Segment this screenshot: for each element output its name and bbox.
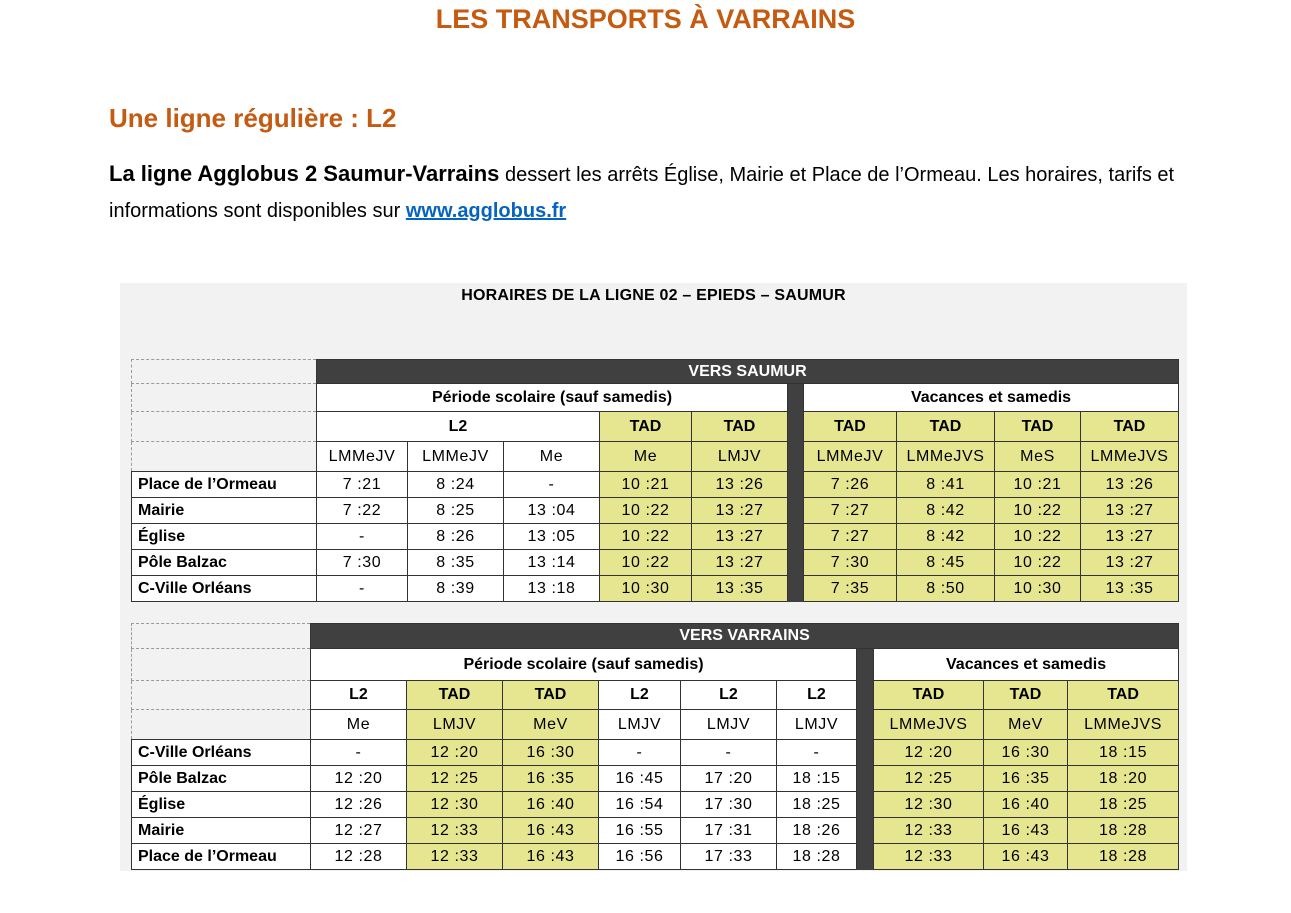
departure-time: 13 :27 xyxy=(692,498,788,524)
corner-cell xyxy=(132,710,311,740)
days-header: LMMeJVS xyxy=(874,710,984,740)
departure-time: 10 :30 xyxy=(995,576,1081,602)
departure-time: 10 :22 xyxy=(995,524,1081,550)
departure-time: 17 :30 xyxy=(681,792,777,818)
service-header: TAD xyxy=(995,412,1081,442)
departure-time: 8 :24 xyxy=(408,472,504,498)
service-header: L2 xyxy=(317,412,600,442)
departure-time: 7 :30 xyxy=(317,550,408,576)
departure-time: 8 :41 xyxy=(897,472,995,498)
departure-time: 12 :20 xyxy=(874,740,984,766)
departure-time: 10 :22 xyxy=(600,524,692,550)
departure-time: 16 :43 xyxy=(503,844,599,870)
departure-time: 13 :27 xyxy=(692,550,788,576)
departure-time: 13 :27 xyxy=(1081,550,1179,576)
corner-cell xyxy=(132,442,317,472)
departure-time: 8 :26 xyxy=(408,524,504,550)
departure-time: 7 :30 xyxy=(804,550,897,576)
departure-time: 18 :15 xyxy=(777,766,857,792)
agglobus-link[interactable]: www.agglobus.fr xyxy=(405,200,567,222)
intro-paragraph xyxy=(109,156,1179,229)
departure-time: 13 :27 xyxy=(692,524,788,550)
departure-time: 16 :30 xyxy=(984,740,1068,766)
departure-time: 8 :25 xyxy=(408,498,504,524)
days-header: LMJV xyxy=(777,710,857,740)
departure-time: 16 :43 xyxy=(503,818,599,844)
departure-time: 16 :40 xyxy=(503,792,599,818)
days-header: MeV xyxy=(984,710,1068,740)
departure-time: 16 :40 xyxy=(984,792,1068,818)
service-header: TAD xyxy=(804,412,897,442)
service-header: TAD xyxy=(692,412,788,442)
days-header: LMMeJVS xyxy=(897,442,995,472)
departure-time: 18 :20 xyxy=(1068,766,1179,792)
departure-time: - xyxy=(599,740,681,766)
departure-time: 13 :04 xyxy=(504,498,600,524)
departure-time: 12 :30 xyxy=(407,792,503,818)
departure-time: 8 :39 xyxy=(408,576,504,602)
days-header: LMJV xyxy=(681,710,777,740)
period-school-header: Période scolaire (sauf samedis) xyxy=(311,649,857,681)
departure-time: 12 :20 xyxy=(311,766,407,792)
departure-time: 16 :56 xyxy=(599,844,681,870)
departure-time: 10 :22 xyxy=(600,498,692,524)
departure-time: 12 :30 xyxy=(874,792,984,818)
departure-time: 13 :26 xyxy=(692,472,788,498)
departure-time: 17 :31 xyxy=(681,818,777,844)
corner-cell xyxy=(132,384,317,412)
service-header: L2 xyxy=(599,681,681,710)
service-header: L2 xyxy=(311,681,407,710)
departure-time: 16 :45 xyxy=(599,766,681,792)
departure-time: 16 :43 xyxy=(984,844,1068,870)
corner-cell xyxy=(132,681,311,710)
departure-time: 16 :43 xyxy=(984,818,1068,844)
table-row xyxy=(132,524,1179,550)
table-row xyxy=(132,550,1179,576)
table-row xyxy=(132,498,1179,524)
departure-time: 17 :20 xyxy=(681,766,777,792)
service-header: TAD xyxy=(600,412,692,442)
departure-time: 7 :22 xyxy=(317,498,408,524)
days-header: LMMeJV xyxy=(317,442,408,472)
service-header: TAD xyxy=(874,681,984,710)
departure-time: 12 :20 xyxy=(407,740,503,766)
schedule-title: HORAIRES DE LA LIGNE 02 – EPIEDS – SAUMUR xyxy=(461,287,846,304)
table-row xyxy=(132,766,1179,792)
departure-time: 13 :35 xyxy=(692,576,788,602)
departure-time: 8 :42 xyxy=(897,498,995,524)
period-holiday-header: Vacances et samedis xyxy=(804,384,1179,412)
departure-time: 12 :33 xyxy=(874,818,984,844)
table-row xyxy=(132,818,1179,844)
departure-time: 13 :05 xyxy=(504,524,600,550)
departure-time: 16 :54 xyxy=(599,792,681,818)
departure-time: 7 :35 xyxy=(804,576,897,602)
intro-lead: La ligne Agglobus 2 Saumur-Varrains xyxy=(109,161,500,186)
departure-time: 7 :27 xyxy=(804,524,897,550)
departure-time: 12 :33 xyxy=(407,818,503,844)
period-holiday-header: Vacances et samedis xyxy=(874,649,1179,681)
departure-time: 16 :30 xyxy=(503,740,599,766)
departure-time: - xyxy=(311,740,407,766)
days-header: LMMeJV xyxy=(408,442,504,472)
days-header: LMJV xyxy=(599,710,681,740)
service-header: TAD xyxy=(407,681,503,710)
stop-name: Place de l’Ormeau xyxy=(132,844,311,870)
departure-time: 12 :25 xyxy=(407,766,503,792)
service-header: TAD xyxy=(503,681,599,710)
stop-name: C-Ville Orléans xyxy=(132,740,311,766)
stop-name: Église xyxy=(132,524,317,550)
departure-time: 8 :42 xyxy=(897,524,995,550)
departure-time: 12 :26 xyxy=(311,792,407,818)
stop-name: Mairie xyxy=(132,818,311,844)
departure-time: 12 :33 xyxy=(874,844,984,870)
service-header: L2 xyxy=(681,681,777,710)
corner-cell xyxy=(132,360,317,384)
departure-time: 13 :14 xyxy=(504,550,600,576)
departure-time: 7 :21 xyxy=(317,472,408,498)
period-school-header: Période scolaire (sauf samedis) xyxy=(317,384,788,412)
table-row xyxy=(132,472,1179,498)
corner-cell xyxy=(132,649,311,681)
stop-name: Église xyxy=(132,792,311,818)
direction-header: VERS SAUMUR xyxy=(317,360,1179,384)
stop-name: Pôle Balzac xyxy=(132,550,317,576)
departure-time: 7 :26 xyxy=(804,472,897,498)
days-header: LMJV xyxy=(407,710,503,740)
stop-name: Place de l’Ormeau xyxy=(132,472,317,498)
stop-name: C-Ville Orléans xyxy=(132,576,317,602)
departure-time: 10 :21 xyxy=(600,472,692,498)
days-header: Me xyxy=(311,710,407,740)
departure-time: 10 :22 xyxy=(995,498,1081,524)
departure-time: 8 :35 xyxy=(408,550,504,576)
service-header: L2 xyxy=(777,681,857,710)
table-row xyxy=(132,576,1179,602)
departure-time: 13 :27 xyxy=(1081,524,1179,550)
departure-time: 8 :50 xyxy=(897,576,995,602)
departure-time: - xyxy=(681,740,777,766)
service-header: TAD xyxy=(1081,412,1179,442)
departure-time: 10 :22 xyxy=(600,550,692,576)
departure-time: 12 :28 xyxy=(311,844,407,870)
departure-time: 10 :30 xyxy=(600,576,692,602)
section-heading: Une ligne régulière : L2 xyxy=(109,103,397,133)
departure-time: 18 :28 xyxy=(1068,844,1179,870)
departure-time: - xyxy=(317,524,408,550)
days-header: MeV xyxy=(503,710,599,740)
period-separator xyxy=(788,384,804,602)
days-header: LMMeJVS xyxy=(1081,442,1179,472)
departure-time: 13 :26 xyxy=(1081,472,1179,498)
departure-time: 18 :25 xyxy=(1068,792,1179,818)
service-header: TAD xyxy=(984,681,1068,710)
departure-time: 18 :26 xyxy=(777,818,857,844)
departure-time: 18 :25 xyxy=(777,792,857,818)
departure-time: 18 :28 xyxy=(1068,818,1179,844)
departure-time: 16 :55 xyxy=(599,818,681,844)
departure-time: - xyxy=(317,576,408,602)
departure-time: 12 :33 xyxy=(407,844,503,870)
departure-time: 18 :15 xyxy=(1068,740,1179,766)
departure-time: 13 :27 xyxy=(1081,498,1179,524)
departure-time: 12 :27 xyxy=(311,818,407,844)
departure-time: 7 :27 xyxy=(804,498,897,524)
stop-name: Pôle Balzac xyxy=(132,766,311,792)
departure-time: 10 :21 xyxy=(995,472,1081,498)
service-header: TAD xyxy=(1068,681,1179,710)
days-header: Me xyxy=(600,442,692,472)
departure-time: 8 :45 xyxy=(897,550,995,576)
departure-time: 13 :35 xyxy=(1081,576,1179,602)
days-header: MeS xyxy=(995,442,1081,472)
departure-time: 16 :35 xyxy=(503,766,599,792)
departure-time: - xyxy=(777,740,857,766)
timetable-vers-varrains xyxy=(131,623,1179,870)
departure-time: - xyxy=(504,472,600,498)
departure-time: 12 :25 xyxy=(874,766,984,792)
service-header: TAD xyxy=(897,412,995,442)
intro-text: dessert les arrêts Église, Mairie et Place de l’Ormeau. Les horaires, tarifs et informations sont disponibles sur xyxy=(109,164,1175,222)
departure-time: 16 :35 xyxy=(984,766,1068,792)
days-header: LMMeJVS xyxy=(1068,710,1179,740)
departure-time: 18 :28 xyxy=(777,844,857,870)
table-row xyxy=(132,740,1179,766)
days-header: Me xyxy=(504,442,600,472)
days-header: LMMeJV xyxy=(804,442,897,472)
departure-time: 17 :33 xyxy=(681,844,777,870)
corner-cell xyxy=(132,412,317,442)
table-row xyxy=(132,792,1179,818)
period-separator xyxy=(857,649,874,870)
departure-time: 10 :22 xyxy=(995,550,1081,576)
corner-cell xyxy=(132,624,311,649)
departure-time: 13 :18 xyxy=(504,576,600,602)
page-title: LES TRANSPORTS À VARRAINS xyxy=(435,4,856,34)
direction-header: VERS VARRAINS xyxy=(311,624,1179,649)
stop-name: Mairie xyxy=(132,498,317,524)
days-header: LMJV xyxy=(692,442,788,472)
table-row xyxy=(132,844,1179,870)
timetable-vers-saumur xyxy=(131,359,1179,602)
